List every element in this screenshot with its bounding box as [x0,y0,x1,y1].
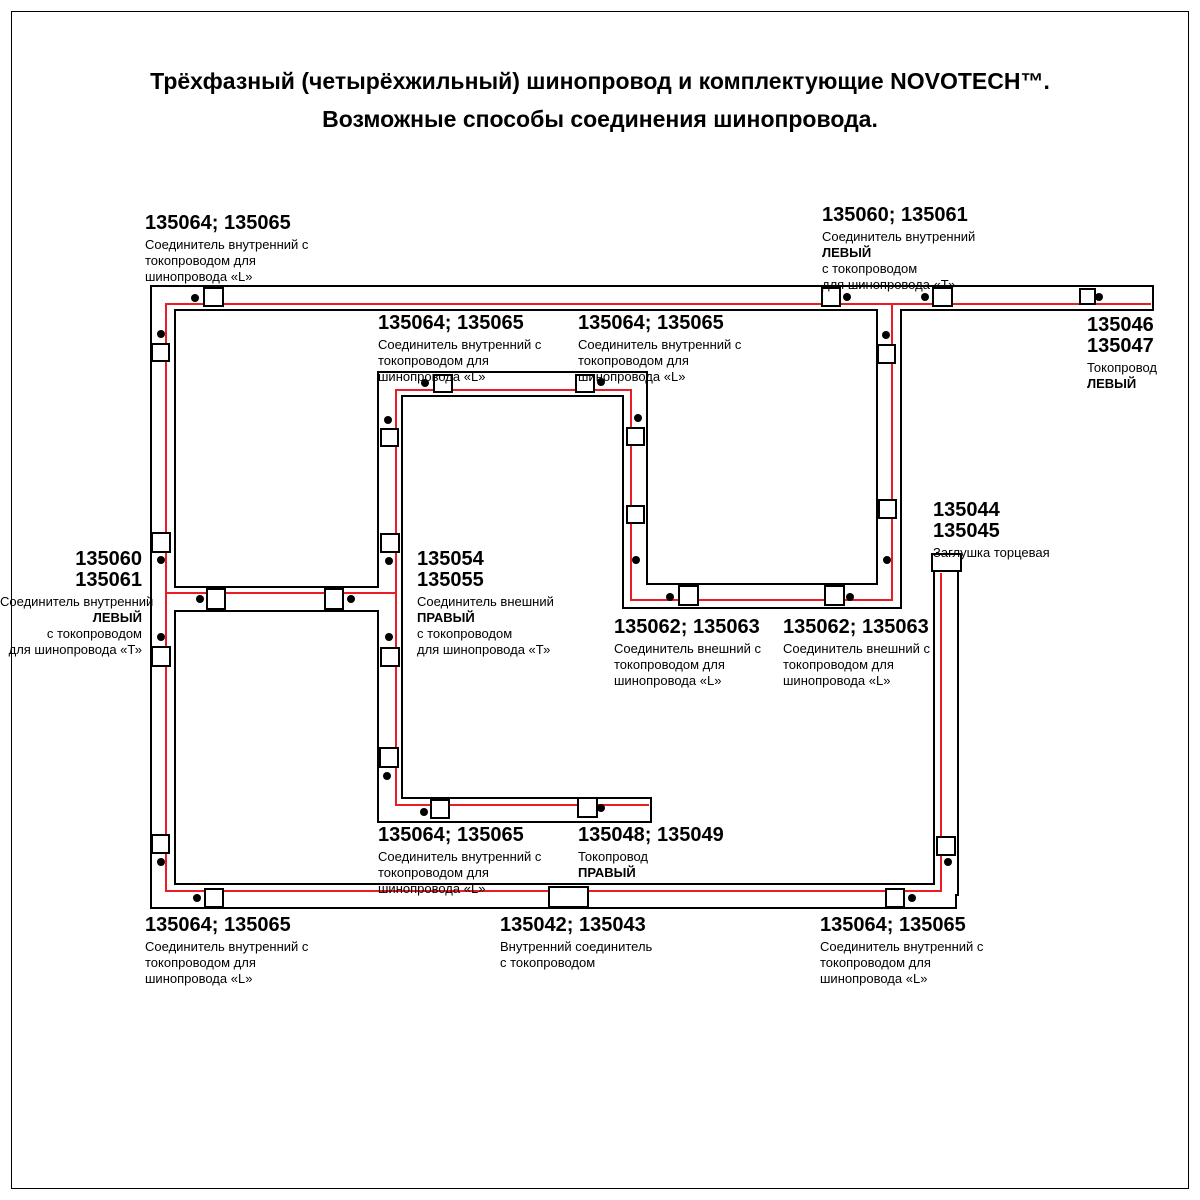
connector-joint [152,344,169,361]
junction-dot [908,894,916,902]
junction-dot [597,804,605,812]
junction-dot [846,593,854,601]
label-tee-top: 135060; 135061 Соединитель внутренний ЛЕВЫЙ с токопроводом для шинопровода «Т» [822,204,976,292]
page-title-line2: Возможные способы соединения шинопровода. [322,106,878,132]
connector-joint [381,429,398,446]
connector-joint [152,647,170,666]
connector-joint [205,889,223,907]
part-number: 135046 [1087,314,1154,336]
label-joint-center: 135042; 135043 Внутренний соединитель с токопроводом [500,914,653,970]
connector-joint [627,506,644,523]
junction-dot [632,556,640,564]
connector-joint [879,500,896,518]
label-tee-left: 135060 135061 Соединитель внутренний ЛЕВЫЙ с токопроводом для шинопровода «Т» [0,548,154,657]
part-number: 135064; 135065 [145,914,291,936]
part-number: 135062; 135063 [614,616,760,638]
part-number: 135061 [75,569,142,591]
label-tee-center: 135054 135055 Соединитель внешний ПРАВЫЙ с токопроводом для шинопровода «Т» [417,548,554,657]
connector-joint [381,648,399,666]
label-corner-bottom-left: 135064; 135065 Соединитель внутренний с токопроводом для шинопровода «L» [145,914,309,986]
label-corner-top-left: 135064; 135065 Соединитель внутренний с токопроводом для шинопровода «L» [145,212,309,284]
label-end-cap: 135044 135045 Заглушка торцевая [933,499,1050,560]
connector-joint [679,586,698,605]
connector-joint [878,345,895,363]
junction-dot [385,557,393,565]
connector-joint [578,798,597,817]
junction-dot [196,595,204,603]
connector-joint [886,889,904,907]
connector-joint [381,534,399,552]
connector-joint [325,589,343,609]
connector-joint [152,533,170,552]
junction-dot [157,330,165,338]
junction-dot [383,772,391,780]
connector-joint [431,800,449,818]
connector-joint [825,586,844,605]
part-number: 135060 [75,548,142,570]
track-hollow [163,298,1152,896]
label-corner-inner-top-right: 135064; 135065 Соединитель внутренний с токопроводом для шинопровода «L» [578,312,742,384]
connector-joint [152,835,169,853]
label-corner-inner-top-left: 135064; 135065 Соединитель внутренний с токопроводом для шинопровода «L» [378,312,542,384]
junction-dot [882,331,890,339]
junction-dot [883,556,891,564]
connector-joint [380,748,398,767]
part-number: 135064; 135065 [378,312,524,334]
junction-dot [191,294,199,302]
junction-dot [384,416,392,424]
junction-dot [347,595,355,603]
junction-dot [921,293,929,301]
label-feed-left: 135046 135047 Токопровод ЛЕВЫЙ [1087,314,1158,391]
part-number: 135047 [1087,335,1154,357]
part-number: 135054 [417,548,484,570]
connector-joint [937,837,955,855]
connector-joint [1080,289,1095,304]
part-number: 135064; 135065 [578,312,724,334]
part-number: 135048; 135049 [578,824,724,846]
part-number: 135044 [933,499,1000,521]
part-number: 135055 [417,569,484,591]
part-number: 135064; 135065 [820,914,966,936]
junction-dot [843,293,851,301]
connector-joint [549,887,588,907]
label-corner-ext-right: 135062; 135063 Соединитель внешний с токопроводом для шинопровода «L» [783,616,930,688]
part-number: 135064; 135065 [145,212,291,234]
part-number: 135045 [933,520,1000,542]
part-number: 135064; 135065 [378,824,524,846]
connector-joint [204,288,223,306]
label-corner-ext-left: 135062; 135063 Соединитель внешний с токопроводом для шинопровода «L» [614,616,761,688]
label-corner-inner-bottom-left: 135064; 135065 Соединитель внутренний с токопроводом для шинопровода «L» [378,824,542,896]
junction-dot [157,556,165,564]
connector-joint [627,428,644,445]
junction-dot [193,894,201,902]
junction-dot [157,858,165,866]
junction-dot [157,633,165,641]
junction-dot [385,633,393,641]
part-number: 135042; 135043 [500,914,646,936]
page-title-line1: Трёхфазный (четырёхжильный) шинопровод и комплектующие NOVOTECH™. [150,68,1050,94]
junction-dot [666,593,674,601]
connector-joint [207,589,225,609]
junction-dot [1095,293,1103,301]
part-number: 135062; 135063 [783,616,929,638]
part-number: 135060; 135061 [822,204,968,226]
label-feed-right: 135048; 135049 Токопровод ПРАВЫЙ [578,824,724,880]
junction-dot [420,808,428,816]
junction-dot [944,858,952,866]
junction-dot [634,414,642,422]
label-corner-bottom-right: 135064; 135065 Соединитель внутренний с токопроводом для шинопровода «L» [820,914,984,986]
